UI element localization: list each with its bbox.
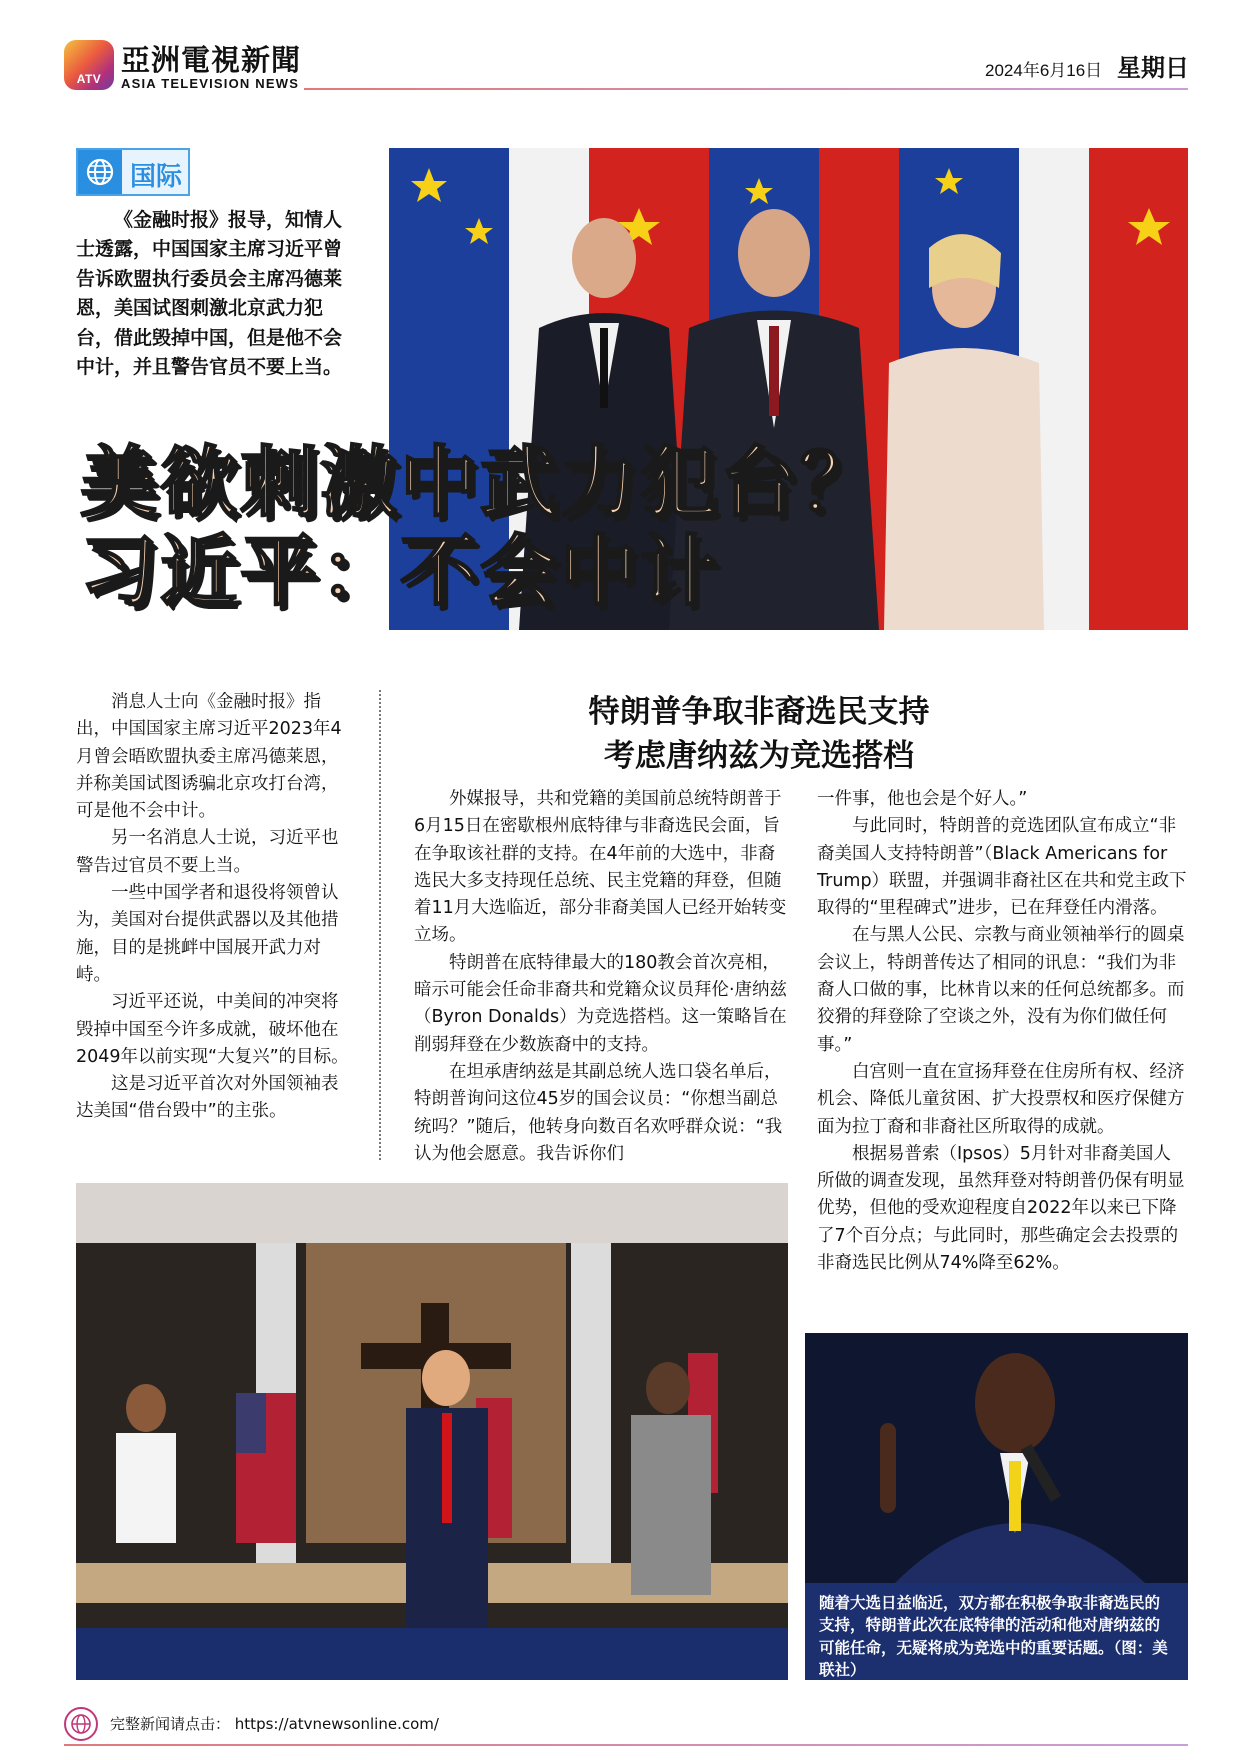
article2-paragraph: 白宫则一直在宣扬拜登在住房所有权、经济机会、降低儿童贫困、扩大投票权和医疗保健方面为拉丁裔和非裔社区所取得的成就。 — [817, 1061, 1185, 1137]
article1-column — [76, 689, 352, 1126]
footer-url-link[interactable]: https://atvnewsonline.com/ — [234, 1715, 439, 1733]
footer-label: 完整新闻请点击： — [110, 1715, 231, 1733]
header-divider — [304, 88, 1188, 90]
atv-logo — [64, 40, 114, 90]
article2-paragraph: 在与黑人公民、宗教与商业领袖举行的圆桌会议上，特朗普传达了相同的讯息：“我们为非裔人口做的事，比林肯以来的任何总统都多。而狡猾的拜登除了空谈之外，没有为你们做任何事。” — [817, 925, 1185, 1055]
article1-paragraph: 另一名消息人士说，习近平也警告过官员不要上当。 — [76, 828, 339, 876]
footer-divider — [64, 1744, 1188, 1746]
logo-text: ATV — [76, 72, 102, 86]
section-label: 国际 — [130, 162, 183, 192]
article2-paragraph-continued: 一件事，他也会是个好人。” — [817, 789, 1028, 809]
photo-caption: 随着大选日益临近，双方都在积极争取非裔选民的支持，特朗普此次在底特律的活动和他对唐纳兹的可能任命，无疑将成为竞选中的重要话题。（图：美联社） — [805, 1583, 1188, 1680]
globe-icon — [78, 150, 122, 194]
article1-paragraph: 一些中国学者和退役将领曾认为，美国对台提供武器以及其他措施，目的是挑衅中国展开武力对峙。 — [76, 883, 339, 985]
article2-title-line-1: 特朗普争取非裔选民支持 — [588, 694, 930, 730]
column-divider — [379, 690, 381, 1160]
issue-date: 2024年6月16日 — [985, 61, 1103, 80]
article2-column-a — [414, 786, 788, 1168]
article2-paragraph: 与此同时，特朗普的竞选团队宣布成立“非裔美国人支持特朗普”（Black Americans for Trump）联盟，并强调非裔社区在共和党主政下取得的“里程碑式”进步，已在拜登任内滑落。 — [817, 816, 1187, 919]
issue-weekday: 星期日 — [1117, 54, 1189, 82]
article2-title-line-2: 考虑唐纳兹为竞选搭档 — [604, 738, 914, 775]
globe-icon — [64, 1707, 98, 1741]
brand-name-en: ASIA TELEVISION NEWS — [121, 76, 300, 91]
article2-column-b — [817, 786, 1188, 1277]
main-headline — [80, 440, 880, 617]
article1-paragraph: 习近平还说，中美间的冲突将毁掉中国至今许多成就，破坏他在2049年以前实现“大复兴”的目标。 — [76, 992, 349, 1067]
article1-paragraph: 消息人士向《金融时报》指出，中国国家主席习近平2023年4月曾会晤欧盟执委主席冯德莱恩，并称美国试图诱骗北京攻打台湾，可是他不会中计。 — [76, 692, 342, 822]
headline-line-1: 美欲刺激中武力犯台？ — [80, 439, 880, 528]
headline-line-2: 习近平：不会中计 — [80, 527, 720, 617]
speaker-photo — [805, 1333, 1188, 1583]
footer-link-text — [110, 1713, 439, 1734]
article1-paragraph: 这是习近平首次对外国领袖表达美国“借台毁中”的主张。 — [76, 1074, 339, 1122]
article2-paragraph: 在坦承唐纳兹是其副总统人选口袋名单后，特朗普询问这位45岁的国会议员：“你想当副总统吗？”随后，他转身向数百名欢呼群众说：“我认为他会愿意。我告诉你们 — [414, 1061, 783, 1164]
section-tag — [76, 148, 190, 196]
article2-paragraph: 特朗普在底特律最大的180教会首次亮相，暗示可能会任命非裔共和党籍众议员拜伦·唐纳兹（Byron Donalds）为竞选搭档。这一策略旨在削弱拜登在少数族裔中的支持。 — [414, 952, 788, 1055]
lede-paragraph: 《金融时报》报导，知情人士透露，中国国家主席习近平曾告诉欧盟执行委员会主席冯德莱恩，美国试图刺激北京武力犯台，借此毁掉中国，但是他不会中计，并且警告官员不要上当。 — [76, 209, 343, 379]
article2-title — [414, 690, 1104, 778]
article2-paragraph: 外媒报导，共和党籍的美国前总统特朗普于6月15日在密歇根州底特律与非裔选民会面，旨在争取该社群的支持。在4年前的大选中，非裔选民大多支持现任总统、民主党籍的拜登，但随着11月大选临近，部分非裔美国人已经开始转变立场。 — [414, 789, 787, 946]
article2-paragraph: 根据易普索（Ipsos）5月针对非裔美国人所做的调查发现，虽然拜登对特朗普仍保有明显优势，但他的受欢迎程度自2022年以来已下降了7个百分点；与此同时，那些确定会去投票的非裔选民比例从74%降至62%。 — [817, 1143, 1185, 1274]
church-event-photo — [76, 1183, 788, 1680]
brand-name-cn: 亞洲電視新聞 — [121, 43, 302, 77]
